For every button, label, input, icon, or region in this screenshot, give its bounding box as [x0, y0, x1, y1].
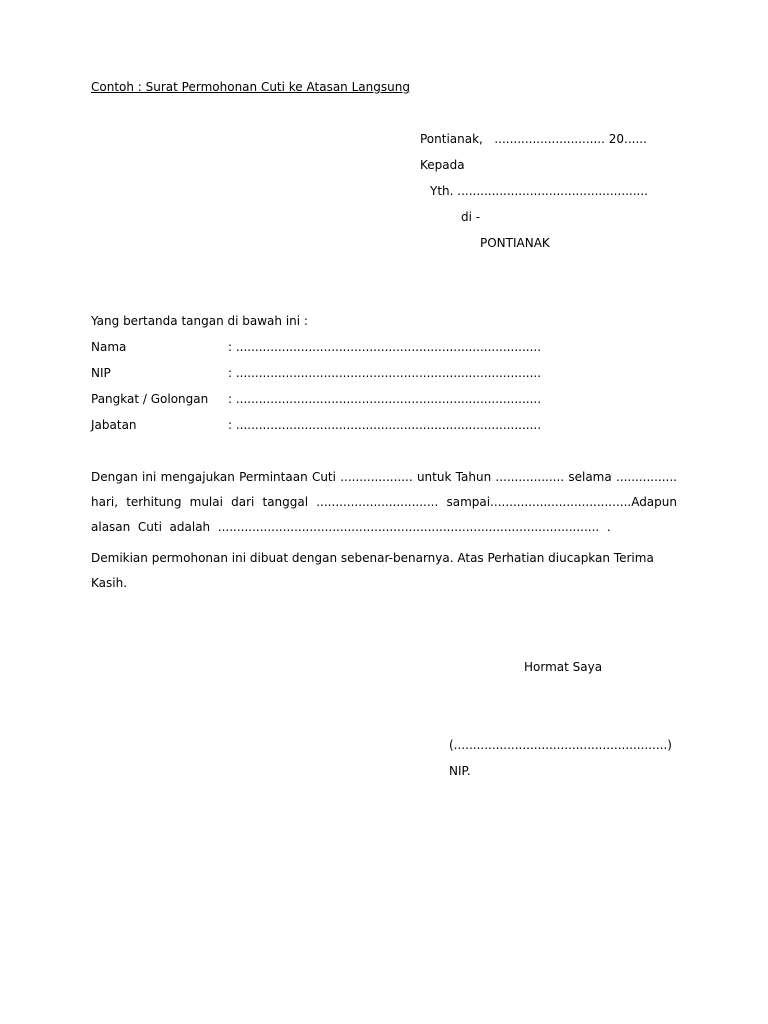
- field-value-nama: : ................................................................................: [228, 340, 542, 354]
- place-date: Pontianak, ............................. 20......: [420, 132, 647, 146]
- signature-nip: NIP.: [449, 764, 471, 778]
- recipient-city: PONTIANAK: [480, 236, 550, 250]
- body-line-2: hari, terhitung mulai dari tanggal ................................ sampai.....................................Adapun: [91, 495, 677, 509]
- recipient-di: di -: [461, 210, 481, 224]
- closing-line-2: Kasih.: [91, 576, 128, 590]
- field-value-jabatan: : ................................................................................: [228, 418, 542, 432]
- intro-text: Yang bertanda tangan di bawah ini :: [91, 314, 308, 328]
- field-label-nama: Nama: [91, 340, 127, 354]
- closing-line-1: Demikian permohonan ini dibuat dengan sebenar-benarnya. Atas Perhatian diucapkan Terima: [91, 551, 654, 565]
- document-title: Contoh : Surat Permohonan Cuti ke Atasan Langsung: [91, 80, 410, 94]
- body-line-1: Dengan ini mengajukan Permintaan Cuti ................... untuk Tahun .................. selama ................: [91, 470, 677, 484]
- field-label-pangkat: Pangkat / Golongan: [91, 392, 209, 406]
- signature-regards: Hormat Saya: [524, 660, 603, 674]
- signature-name-line: (........................................................): [449, 738, 672, 752]
- body-line-3: alasan Cuti adalah .................................................................................................... .: [91, 520, 611, 534]
- field-value-pangkat: : ................................................................................: [228, 392, 542, 406]
- field-label-nip: NIP: [91, 366, 111, 380]
- field-label-jabatan: Jabatan: [91, 418, 137, 432]
- recipient-label: Kepada: [420, 158, 465, 172]
- field-value-nip: : ................................................................................: [228, 366, 542, 380]
- recipient-addressee: Yth. ..................................................: [430, 184, 648, 198]
